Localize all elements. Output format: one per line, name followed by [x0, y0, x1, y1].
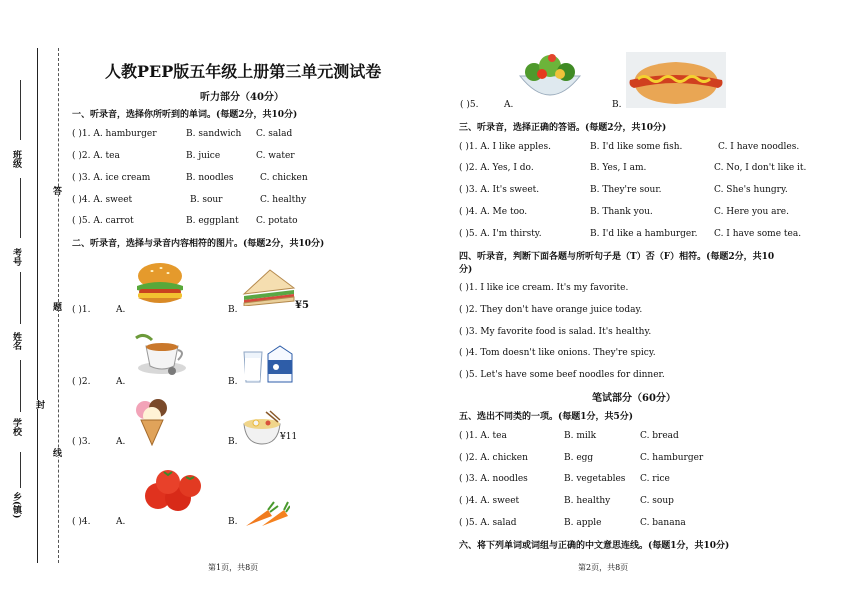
q1-heading: 一、听录音，选择你所听到的单词。(每题2分，共10分)	[72, 110, 298, 120]
side-label-school: 学校	[11, 418, 21, 436]
q4-row-3: ( )3. My favorite food is salad. It's healthy.	[459, 327, 652, 337]
q3-row-5-b: B. I'd like a hamburger.	[590, 229, 698, 239]
hotdog-icon	[626, 52, 726, 112]
q2-row-3-a: A.	[116, 437, 126, 447]
q1-row-2-c: C. water	[256, 151, 295, 161]
seal-char-line: 线	[51, 448, 61, 457]
side-blank-name	[20, 272, 22, 324]
q3-row-2-a: ( )2. A. Yes, I do.	[459, 163, 534, 173]
q3-heading: 三、听录音，选择正确的答语。(每题2分，共10分)	[459, 123, 667, 133]
q3-row-3-b: B. They're sour.	[590, 185, 662, 195]
binding-solid-line	[37, 48, 38, 563]
q2-row-4-num: ( )4.	[72, 517, 91, 527]
q2-row-2-b: B.	[228, 377, 238, 387]
noodles-icon	[242, 410, 282, 450]
q5-row-4-b: B. healthy	[564, 496, 611, 506]
q2-row-2-a: A.	[116, 377, 126, 387]
q5-row-3-a: ( )3. A. noodles	[459, 474, 528, 484]
q5-row-1-b: B. milk	[564, 431, 597, 441]
side-label-town: 乡(镇)	[11, 492, 21, 519]
q1-row-2-a: ( )2. A. tea	[72, 151, 120, 161]
q5-heading: 五、选出不同类的一项。(每题1分，共5分)	[459, 412, 634, 422]
side-label-class: 班级	[11, 150, 21, 168]
q3-row-4-a: ( )4. A. Me too.	[459, 207, 528, 217]
q2-heading: 二、听录音，选择与录音内容相符的图片。(每题2分，共10分)	[72, 239, 325, 249]
q3-row-4-b: B. Thank you.	[590, 207, 653, 217]
q1-row-1-b: B. sandwich	[186, 129, 242, 139]
listening-section-header: 听力部分（40分）	[200, 92, 284, 103]
q5-row-3-c: C. rice	[640, 474, 670, 484]
q2-row-5-num: ( )5.	[460, 100, 479, 110]
q4-row-4: ( )4. Tom doesn't like onions. They're spicy.	[459, 348, 656, 358]
tea-icon	[132, 328, 192, 382]
q1-row-4-b: B. sour	[190, 195, 223, 205]
q3-row-1-c: C. I have noodles.	[718, 142, 800, 152]
seal-char-seal: 封	[34, 400, 44, 409]
q4-row-5: ( )5. Let's have some beef noodles for dinner.	[459, 370, 665, 380]
q5-row-1-a: ( )1. A. tea	[459, 431, 507, 441]
q2-row-3-price: ¥11	[280, 432, 298, 442]
q2-row-3-num: ( )3.	[72, 437, 91, 447]
q3-row-3-a: ( )3. A. It's sweet.	[459, 185, 540, 195]
q3-row-3-c: C. She's hungry.	[714, 185, 788, 195]
q1-row-1-a: ( )1. A. hamburger	[72, 129, 157, 139]
q2-row-1-price: ¥5	[295, 300, 309, 311]
q2-row-1-a: A.	[116, 305, 126, 315]
q1-row-5-b: B. eggplant	[186, 216, 239, 226]
q1-row-3-a: ( )3. A. ice cream	[72, 173, 151, 183]
q5-row-4-a: ( )4. A. sweet	[459, 496, 520, 506]
sandwich-icon	[240, 266, 298, 310]
seal-char-answer: 答	[51, 186, 61, 195]
seal-char-question: 题	[51, 302, 61, 311]
q1-row-5-c: C. potato	[256, 216, 298, 226]
q4-row-1: ( )1. I like ice cream. It's my favorite.	[459, 283, 629, 293]
tomatoes-icon	[140, 466, 206, 518]
q2-row-4-b: B.	[228, 517, 238, 527]
q5-row-5-b: B. apple	[564, 518, 602, 528]
q1-row-2-b: B. juice	[186, 151, 221, 161]
side-blank-school	[20, 360, 22, 412]
written-section-header: 笔试部分（60分）	[592, 393, 676, 404]
q2-row-2-num: ( )2.	[72, 377, 91, 387]
q3-row-1-b: B. I'd like some fish.	[590, 142, 683, 152]
carrots-icon	[244, 500, 290, 532]
side-blank-class	[20, 80, 22, 140]
q3-row-5-a: ( )5. A. I'm thirsty.	[459, 229, 542, 239]
salad-icon	[516, 48, 584, 110]
q5-row-5-c: C. banana	[640, 518, 686, 528]
q5-row-4-c: C. soup	[640, 496, 674, 506]
q4-heading-cont: 分)	[459, 265, 473, 275]
q6-heading: 六、将下列单词或词组与正确的中文意思连线。(每题1分，共10分)	[459, 541, 730, 551]
hamburger-icon	[134, 260, 186, 312]
q5-row-3-b: B. vegetables	[564, 474, 626, 484]
page-2-footer: 第2页，共8页	[578, 563, 629, 572]
q1-row-5-a: ( )5. A. carrot	[72, 216, 134, 226]
milk-icon	[240, 344, 296, 388]
q3-row-4-c: C. Here you are.	[714, 207, 789, 217]
q3-row-5-c: C. I have some tea.	[714, 229, 802, 239]
q2-row-3-b: B.	[228, 437, 238, 447]
q3-row-2-b: B. Yes, I am.	[590, 163, 647, 173]
q2-row-1-num: ( )1.	[72, 305, 91, 315]
q1-row-4-a: ( )4. A. sweet	[72, 195, 133, 205]
page-1-footer: 第1页，共8页	[208, 563, 259, 572]
q5-row-5-a: ( )5. A. salad	[459, 518, 517, 528]
q5-row-2-c: C. hamburger	[640, 453, 704, 463]
q1-row-3-c: C. chicken	[260, 173, 308, 183]
side-blank-exam-no	[20, 178, 22, 238]
side-label-name: 姓名	[11, 332, 21, 350]
q2-row-5-b: B.	[612, 100, 622, 110]
page-title: 人教PEP版五年级上册第三单元测试卷	[105, 62, 382, 81]
side-blank-town	[20, 452, 22, 488]
q2-row-5-a: A.	[504, 100, 514, 110]
q1-row-4-c: C. healthy	[260, 195, 307, 205]
side-label-exam-no: 考号	[11, 248, 21, 266]
q3-row-2-c: C. No, I don't like it.	[714, 163, 807, 173]
q4-heading: 四、听录音，判断下面各题与所听句子是（T）否（F）相符。(每题2分，共10	[459, 252, 775, 262]
q4-row-2: ( )2. They don't have orange juice today.	[459, 305, 643, 315]
q5-row-1-c: C. bread	[640, 431, 679, 441]
q1-row-1-c: C. salad	[256, 129, 293, 139]
q2-row-4-a: A.	[116, 517, 126, 527]
q5-row-2-a: ( )2. A. chicken	[459, 453, 528, 463]
q3-row-1-a: ( )1. A. I like apples.	[459, 142, 551, 152]
q1-row-3-b: B. noodles	[186, 173, 234, 183]
q5-row-2-b: B. egg	[564, 453, 594, 463]
ice-cream-icon	[130, 398, 174, 450]
q2-row-1-b: B.	[228, 305, 238, 315]
